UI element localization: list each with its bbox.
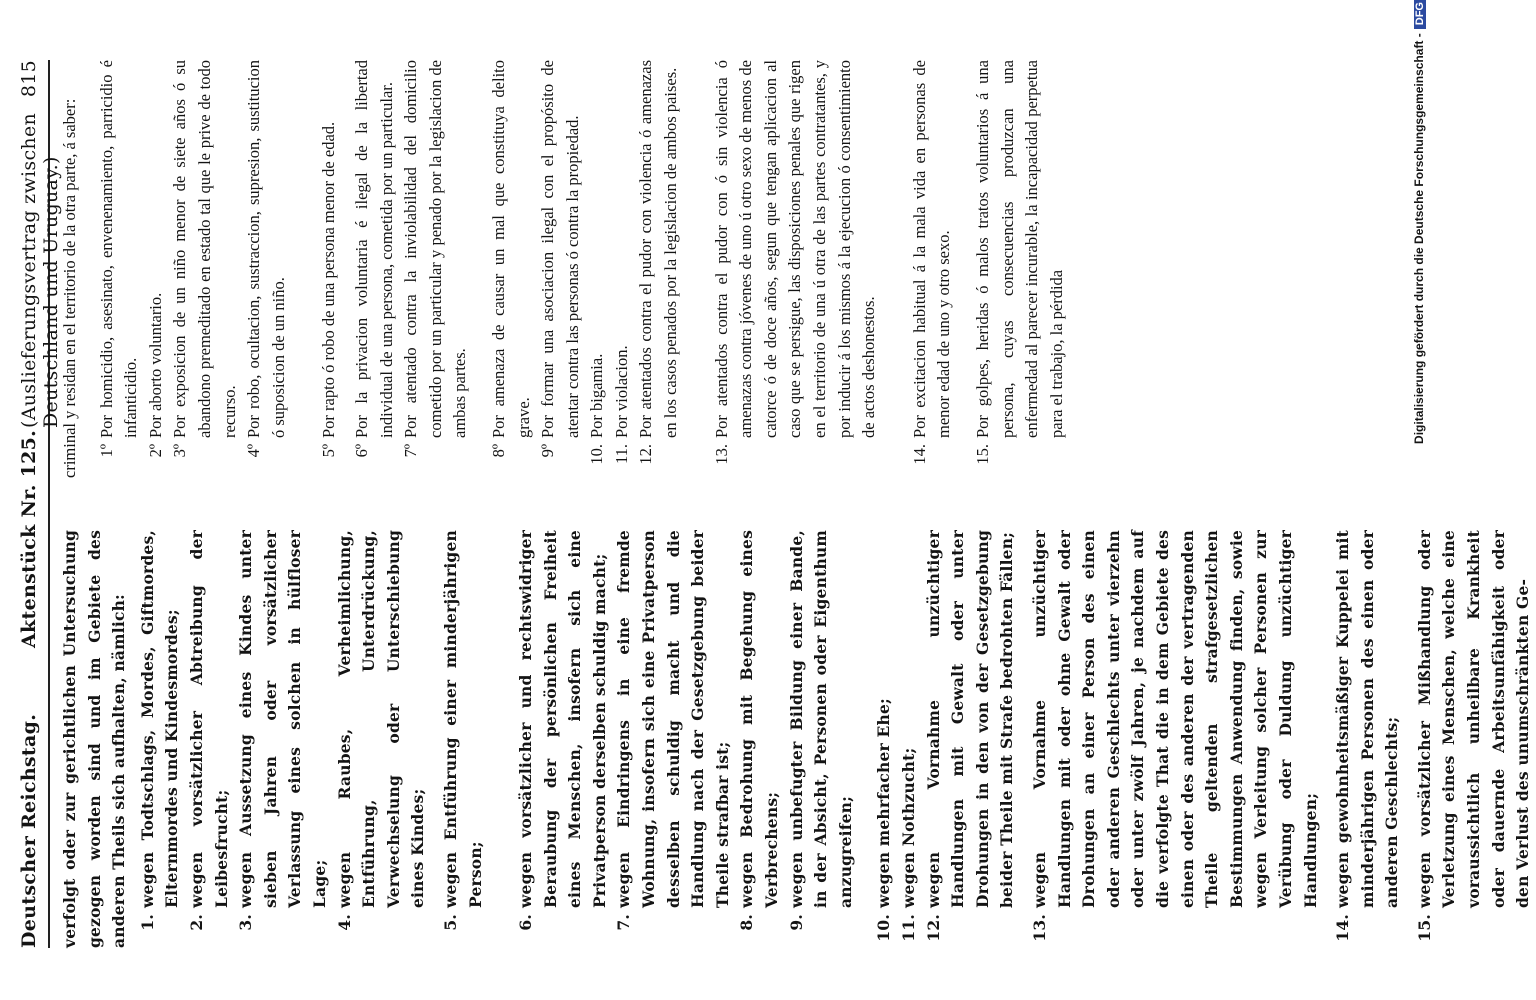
german-item: 13. wegen Vornahme unzüchtiger Handlungen mit oder ohne Gewalt oder Drohungen an einer Person des einen oder anderen Geschlechts unter vierzehn oder unter zwölf Jahren, je nachdem auf die verfolgte That die in dem Gebiete des einen oder des anderen der vertragenden Theile geltenden strafgesetzlichen Bestimmungen Anwendung finden, sowie wegen Verleitung solcher Personen zur Verübung oder Duldung unzüchtiger Handlungen; <box>1029 530 1320 942</box>
german-item: 14. wegen gewohnheitsmäßiger Kuppelei mit minderjährigen Personen des einen oder anderen Geschlechts; <box>1333 530 1402 942</box>
spanish-item: 6º Por la privacion voluntaria é ilegal de la libertad individual de una persona, cometida por un particular. <box>351 60 396 458</box>
spanish-column <box>58 60 1069 478</box>
spanish-item: 7º Por atentado contra la inviolabilidad del domicilio cometido por un particular y penado por la legislacion de ambas partes. <box>401 60 470 458</box>
spanish-item: 3º Por exposicion de un niño menor de siete años ó su abandono premeditado en estado tal que le prive de todo recurso. <box>170 60 239 458</box>
german-item: 10. wegen mehrfacher Ehe; <box>874 698 894 942</box>
german-column <box>58 530 1536 948</box>
german-item: 2. wegen vorsätzlicher Abtreibung der Leibesfrucht; <box>186 530 231 931</box>
german-item: 1. wegen Todtschlags, Mordes, Giftmordes, Elternmordes und Kindesmordes; <box>137 530 182 931</box>
german-item: 12. wegen Vornahme unzüchtiger Handlungen mit Gewalt oder unter Drohungen in den von der Gesetzgebung beider Theile mit Strafe bedrohten Fällen; <box>923 530 1017 942</box>
german-item: 11. wegen Nothzucht; <box>899 747 918 942</box>
spanish-item: 1º Por homicidio, asesinato, envenenamiento, parricidio é infanticidio. <box>96 60 141 458</box>
header-left: Deutscher Reichstag. <box>18 713 40 948</box>
digitization-text: Digitalisierung gefördert durch die Deutsche Forschungsgemeinschaft - <box>1412 33 1426 444</box>
german-item: 4. wegen Raubes, Verheimlichung, Entführung, Unterdrückung, Verwechselung oder Unterschiebung eines Kindes; <box>334 530 428 931</box>
german-intro: verfolgt oder zur gerichtlichen Untersuchung gezogen worden sind und im Gebiete des anderen Theils sich aufhalten, nämlich: <box>60 530 129 948</box>
german-item: 8. wegen Bedrohung mit Begehung eines Verbrechens; <box>737 530 782 931</box>
german-item: 5. wegen Entführung einer minderjährigen Person; <box>440 530 485 931</box>
page-header <box>10 60 62 948</box>
spanish-item: 15. Por golpes, heridas ó malos tratos voluntarios á una persona, cuyas consecuencias produzcan una enfermedad al parecer incurable, la incapacidad perpetua para el trabajo, la pérdida <box>973 60 1066 465</box>
german-item: 6. wegen vorsätzlicher und rechtswidriger Beraubung der persönlichen Freiheit eines Menschen, insofern sich eine Privatperson derselben schuldig macht; <box>516 530 609 931</box>
german-item: 9. wegen unbefugter Bildung einer Bande, in der Absicht, Personen oder Eigenthum anzugreifen; <box>786 530 855 931</box>
spanish-item: 5º Por rapto ó robo de una persona menor de edad. <box>319 121 339 458</box>
spanish-item: 10. Por bigamia. <box>587 353 607 465</box>
german-item: 15. wegen vorsätzlicher Mißhandlung oder Verletzung eines Menschen, welche eine voraussichtlich unheilbare Krankheit oder dauernde Arbeitsunfähigkeit oder den Verlust des unumschränkten Ge- <box>1414 530 1533 942</box>
spanish-item: 14. Por excitacion habitual á la mala vida en personas de menor edad de uno y otro sexo. <box>909 60 954 465</box>
german-item: 3. wegen Aussetzung eines Kindes unter sieben Jahren oder vorsätzlicher Verlassung eines solchen in hülfloser Lage; <box>236 530 329 931</box>
spanish-item: 12. Por atentados contra el pudor con violencia ó amenazas en los casos penados por la legislacion de ambos paises. <box>636 60 681 465</box>
digitization-note <box>1404 0 1432 1000</box>
dfg-logo: DFG <box>1414 0 1426 29</box>
german-item: 7. wegen Eindringens in eine fremde Wohnung, insofern sich eine Privatperson desselben schuldig macht und die Handlung nach der Gesetzgebung beider Theile strafbar ist; <box>614 530 732 931</box>
spanish-item: 8º Por amenaza de causar un mal que constituya delito grave. <box>488 60 533 458</box>
spanish-item: 13. Por atentados contra el pudor con ó sin violencia ó amenazas contra jóvenes de uno ú otro sexo de menos de catorce ó de doce años, segun que tengan aplicacion al caso que se persigue, las disposiciones penales que rigen en el territorio de una ú otra de las partes contratantes, y por inducir á los mismos á la ejecucion ó consentimiento de actos deshonestos. <box>711 60 879 465</box>
header-center: Aktenstück Nr. 125. <box>18 429 40 648</box>
spanish-item: 11. Por violacion. <box>611 345 631 465</box>
header-right: (Auslieferungsvertrag zwischen Deutschland und Uruguay.) <box>18 112 62 428</box>
spanish-item: 4º Por robo, ocultacion, sustraccion, supresion, sustitucion ó suposicion de un niño. <box>244 60 288 458</box>
spanish-item: 2º Por aborto voluntario. <box>145 292 165 458</box>
page-number: 815 <box>18 60 40 98</box>
spanish-item: 9º Por formar una asociacion ilegal con el propósito de atentar contra las personas ó contra la propiedad. <box>538 60 582 458</box>
spanish-intro: criminal y residan en el territorio de la otra parte, á saber: <box>60 98 79 478</box>
